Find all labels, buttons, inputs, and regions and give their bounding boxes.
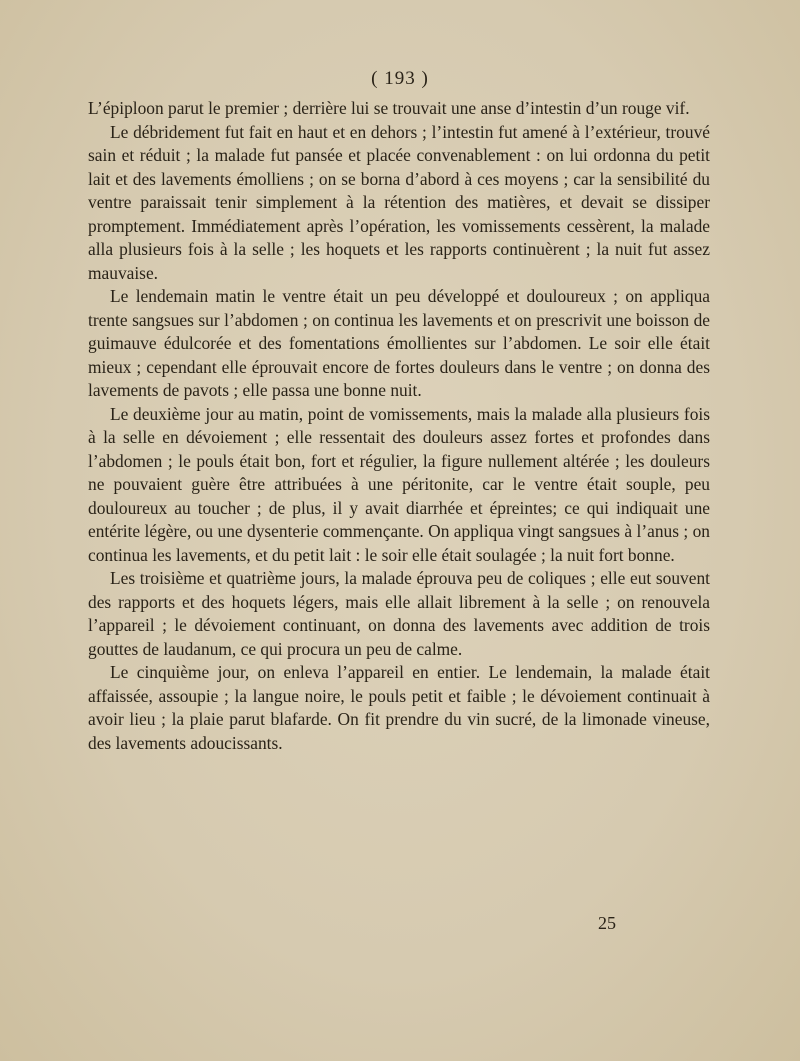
page-number: ( 193 ) (371, 68, 429, 89)
paragraph-5: Les troisième et quatrième jours, la malade éprouva peu de coliques ; elle eut souvent des rapports et des hoquets légers, mais elle allait librement à la selle ; on renouvela l’appareil ; le dévoiement continuant, on donna des lavements avec addition de trois gouttes de laudanum, ce qui procura un peu de calme. (88, 568, 710, 659)
paragraph-3: Le lendemain matin le ventre était un peu développé et douloureux ; on appliqua trente sangsues sur l’abdomen ; on continua les lavements et on prescrivit une boisson de guimauve édulcorée et des fomentations émollientes sur l’abdomen. Le soir elle était mieux ; cependant elle éprouvait encore de fortes douleurs dans le ventre ; on donna des lavements de pavots ; elle passa une bonne nuit. (88, 286, 710, 400)
paragraph-4: Le deuxième jour au matin, point de vomissements, mais la malade alla plusieurs fois à la selle en dévoiement ; elle ressentait des douleurs assez fortes et profondes dans l’abdomen ; le pouls était bon, fort et régulier, la figure nullement altérée ; les douleurs ne pouvaient guère être attribuées à une péritonite, car le ventre était souple, peu douloureux au toucher ; de plus, il y avait diarrhée et épreintes; ce qui indiquait une entérite légère, ou une dysenterie commençante. On appliqua vingt sangsues à l’anus ; on continua les lavements, et du petit lait : le soir elle était soulagée ; la nuit fort bonne. (88, 403, 710, 565)
paragraph-1: L’épiploon parut le premier ; derrière lui se trouvait une anse d’intestin d’un rouge vif. (88, 98, 690, 118)
paragraph-6: Le cinquième jour, on enleva l’appareil en entier. Le lendemain, la malade était affaissée, assoupie ; la langue noire, le pouls petit et faible ; le dévoiement continuait à avoir lieu ; la plaie parut blafarde. On fit prendre du vin sucré, de la limonade vineuse, des lavements adoucissants. (88, 662, 710, 753)
body-text (88, 97, 710, 755)
paragraph-2: Le débridement fut fait en haut et en dehors ; l’intestin fut amené à l’extérieur, trouvé sain et réduit ; la malade fut pansée et placée convenablement : on lui ordonna du petit lait et des lavements émolliens ; on se borna d’abord à ces moyens ; car la sensibilité du ventre paraissait tenir simplement à la rétention des matières, et devait se dissiper promptement. Immédiatement après l’opération, les vomissements cessèrent, la malade alla plusieurs fois à la selle ; les hoquets et les rapports continuèrent ; la nuit fut assez mauvaise. (88, 121, 710, 283)
signature-mark: 25 (598, 913, 616, 933)
